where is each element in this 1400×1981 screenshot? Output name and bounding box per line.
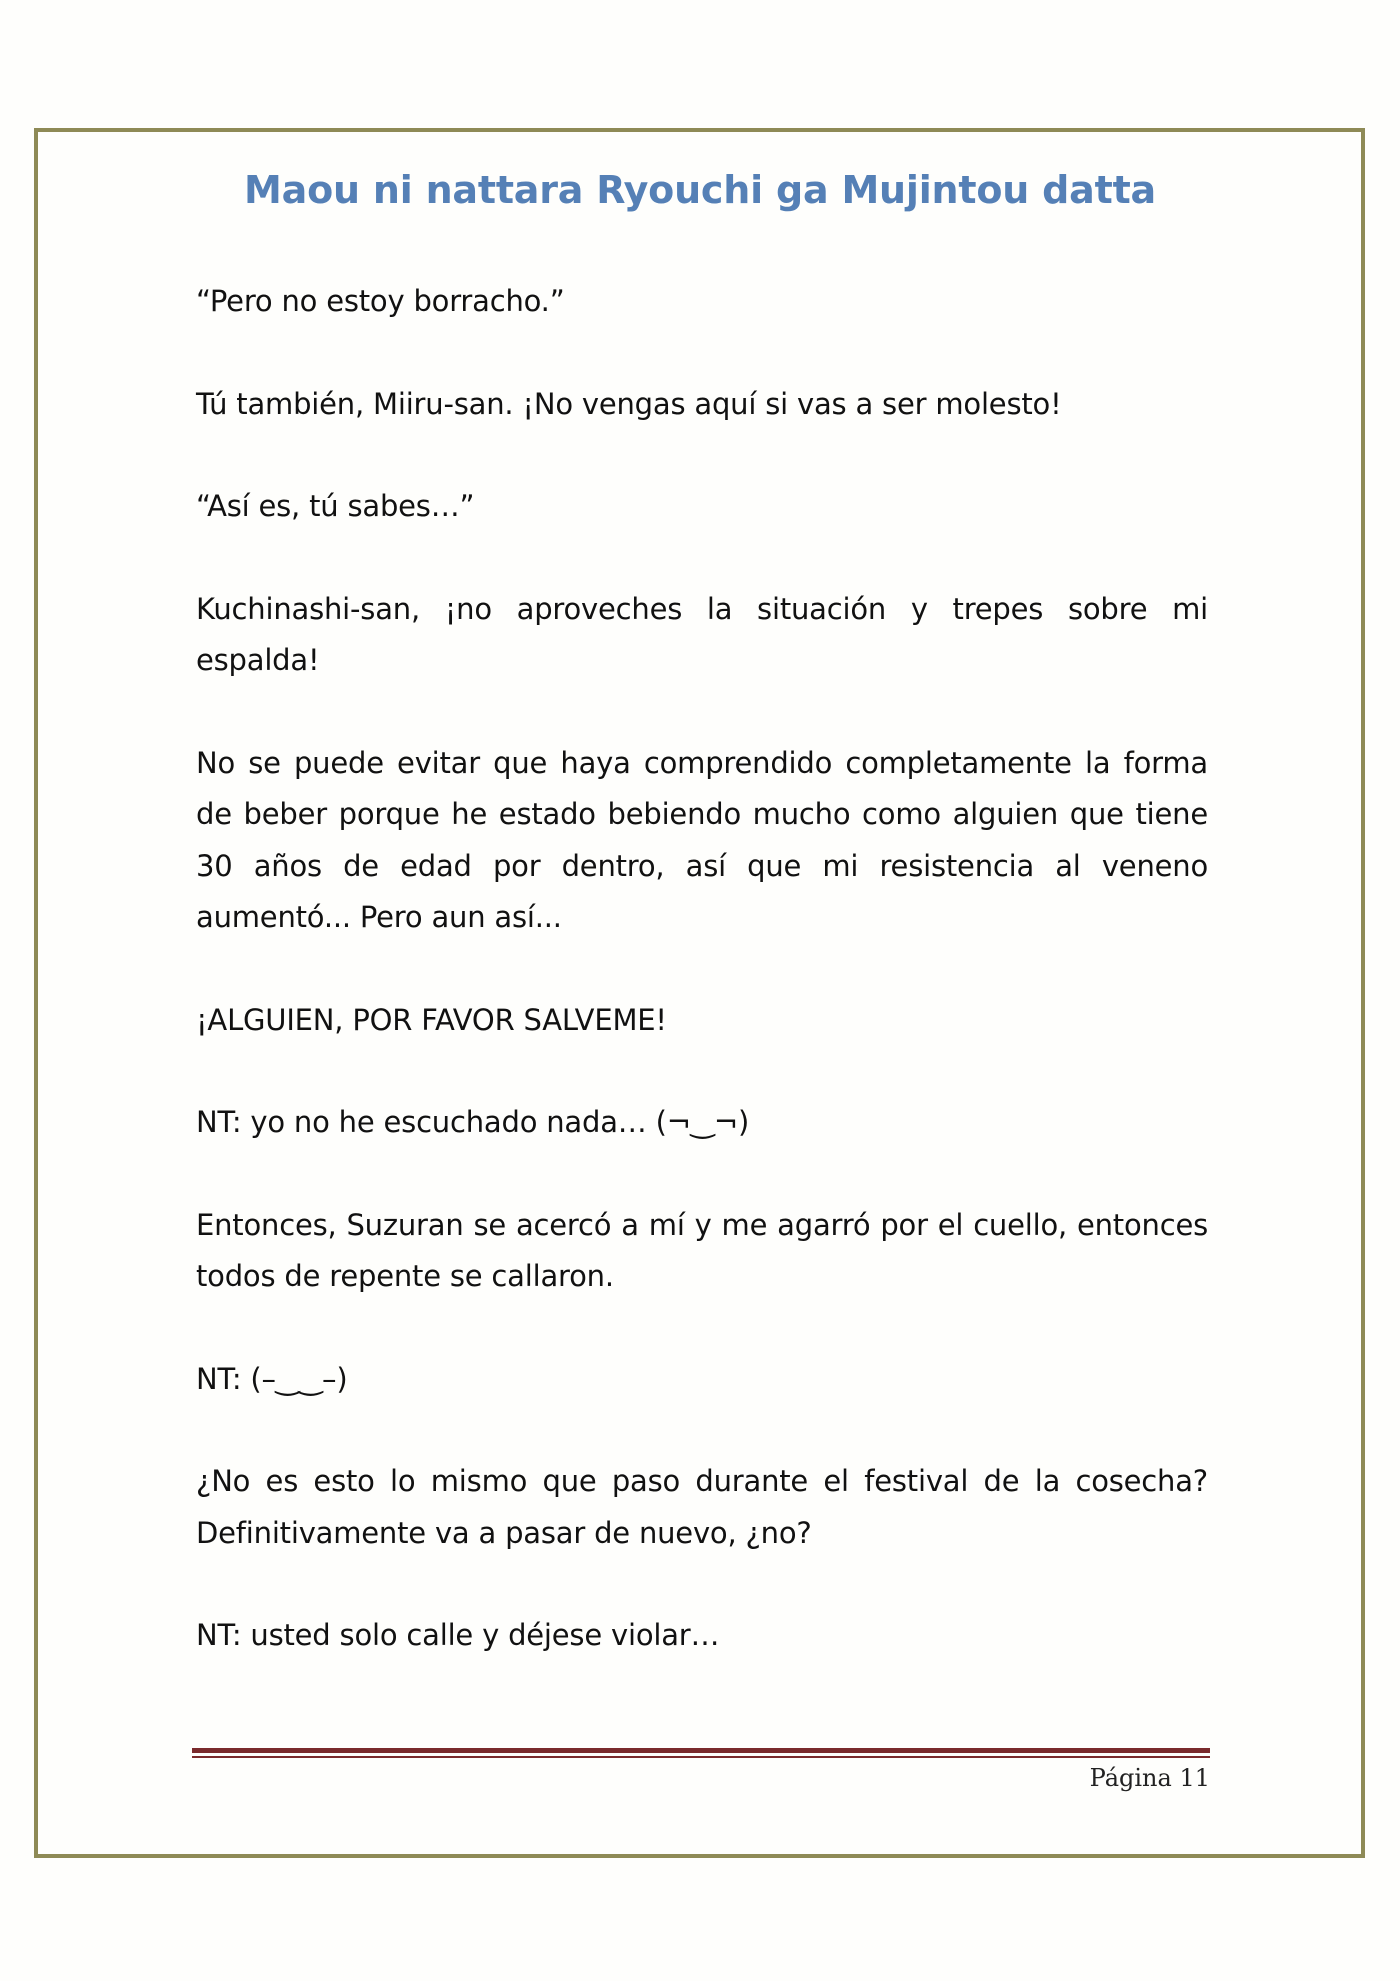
document-body [196,276,1208,1713]
paragraph-6: ¡ALGUIEN, POR FAVOR SALVEME! [196,1002,667,1037]
page-number: Página 11 [1089,1764,1210,1792]
paragraph-8: Entonces, Suzuran se acercó a mí y me agarró por el cuello, entonces todos de repente se callaron. [196,1207,1208,1293]
paragraph-3: “Así es, tú sabes…” [196,489,475,523]
footer-rule [192,1748,1210,1753]
paragraph-7: NT: yo no he escuchado nada… (¬‿¬) [196,1105,750,1139]
paragraph-11: NT: usted solo calle y déjese violar… [196,1618,720,1652]
paragraph-5: No se puede evitar que haya comprendido completamente la forma de beber porque he estado bebiendo mucho como alguien que tiene 30 años de edad por dentro, así que mi resistencia al veneno aumentó... Pero aun así... [196,745,1208,934]
paragraph-9: NT: (–‿‿–) [196,1361,348,1396]
paragraph-1: “Pero no estoy borracho.” [196,284,565,318]
paragraph-2: Tú también, Miiru-san. ¡No vengas aquí si vas a ser molesto! [196,386,1062,421]
paragraph-4: Kuchinashi-san, ¡no aproveches la situación y trepes sobre mi espalda! [196,591,1208,677]
footer-rule-thin [192,1756,1210,1758]
paragraph-10: ¿No es esto lo mismo que paso durante el festival de la cosecha? Definitivamente va a pasar de nuevo, ¿no? [196,1464,1208,1550]
document-title: Maou ni nattara Ryouchi ga Mujintou datta [244,168,1156,212]
